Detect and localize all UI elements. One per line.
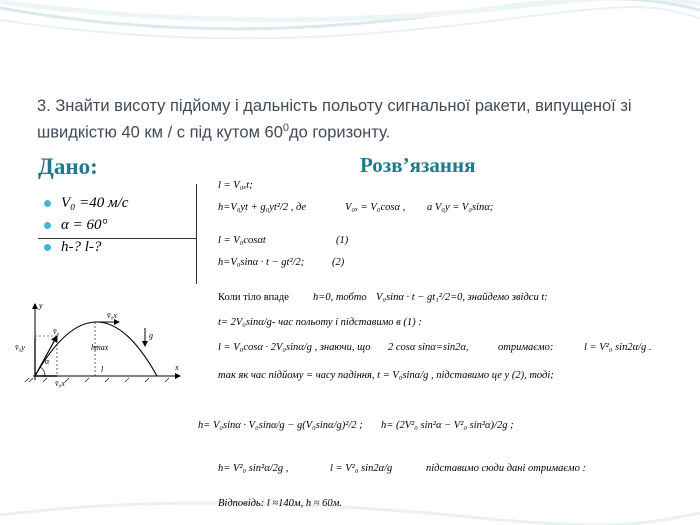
task-text-end: до горизонту. [289,123,391,142]
ground-hatching [25,378,169,382]
rise-time-text: так як час підйому = часу падіння, t = V₀sinα/g , підставимо це у (2), тоді; [218,370,554,381]
bullet-icon [44,222,51,229]
range-result: l = V²₀ sin2α/g . [584,342,652,353]
formula-v0y: а V₀y = V₀sinα; [427,202,494,213]
substitute-text: підставимо сюди дані отримаємо : [426,463,586,474]
v0-vector [35,336,57,376]
given-divider-vertical [196,184,197,284]
equation-1: l = V₀cosαt [218,235,266,246]
given-item: α = 60° [44,214,128,236]
v0-label: v̄₀ [53,327,60,336]
v0y-left-label: v̄₀y [15,343,25,352]
degree-superscript: 0 [282,122,290,134]
angle-arc [40,367,45,376]
formula-h: h=V₀yt + g₀yt²/2 , де [218,202,307,213]
hmax-label: hmax [91,343,109,352]
trig-identity: 2 cosα sinα=sin2α, [388,342,469,353]
landing-condition: h=0, тобто [313,292,367,303]
v0x-bottom-label: v̄₀x [55,379,65,388]
flight-time: t= 2V₀sinα/g [218,317,272,328]
height-formula: h= V²₀ sin²α/2g , [218,463,289,474]
solution-title: Розв’язання [360,153,476,177]
formula-l: l = V₀ₓt; [218,180,253,191]
bullet-icon [44,244,51,251]
alpha-label: α [45,357,50,366]
range-formula: l = V²₀ sin2α/g [330,463,393,474]
bullet-icon [44,200,51,207]
equation-2: h=V₀sinα · t − gt²/2; [218,257,305,268]
task-text: 3. Знайти висоту підйому і дальність польоту сигнальної ракети, випущеної зі швидкістю 40 км / с під кутом 60 [37,97,632,142]
given-item: h-? l-? [44,236,128,258]
given-list [44,192,128,258]
v0x-label: v̄₀x [107,311,117,320]
equation-2-label: (2) [332,257,345,268]
footer-decoration [0,485,700,525]
flight-time-text: - час польоту і підставимо в (1) : [272,317,422,328]
landing-equation: V₀sinα · t − gt₁²/2=0, знайдемо звідси t: [376,292,548,303]
answer: Відповідь: l ≈140м, h ≈ 60м. [218,498,342,509]
l-label: l [101,365,104,374]
g-label: g [149,331,153,340]
equation-1-label: (1) [336,235,349,246]
projectile-diagram [15,298,190,388]
obtain-text: отримаємо: [498,342,554,353]
range-substitution: l = V₀cosα · 2V₀sinα/g , знаючи, що [218,342,371,353]
given-title: Дано: [38,154,98,179]
given-item: V₀ =40 м/с [44,192,128,214]
height-substitution: h= V₀sinα · V₀sinα/g − g(V₀sinα/g)²/2 ; [198,420,363,431]
y-label: y [39,301,43,310]
task-statement [37,95,677,144]
x-label: x [175,363,179,372]
header-decoration [0,0,700,90]
height-simplified: h= (2V²₀ sin²α − V²₀ sin²α)/2g ; [381,420,514,431]
formula-v0x: V₀ₓ = V₀cosα , [345,202,406,213]
landing-text: Коли тіло впаде [218,292,289,303]
